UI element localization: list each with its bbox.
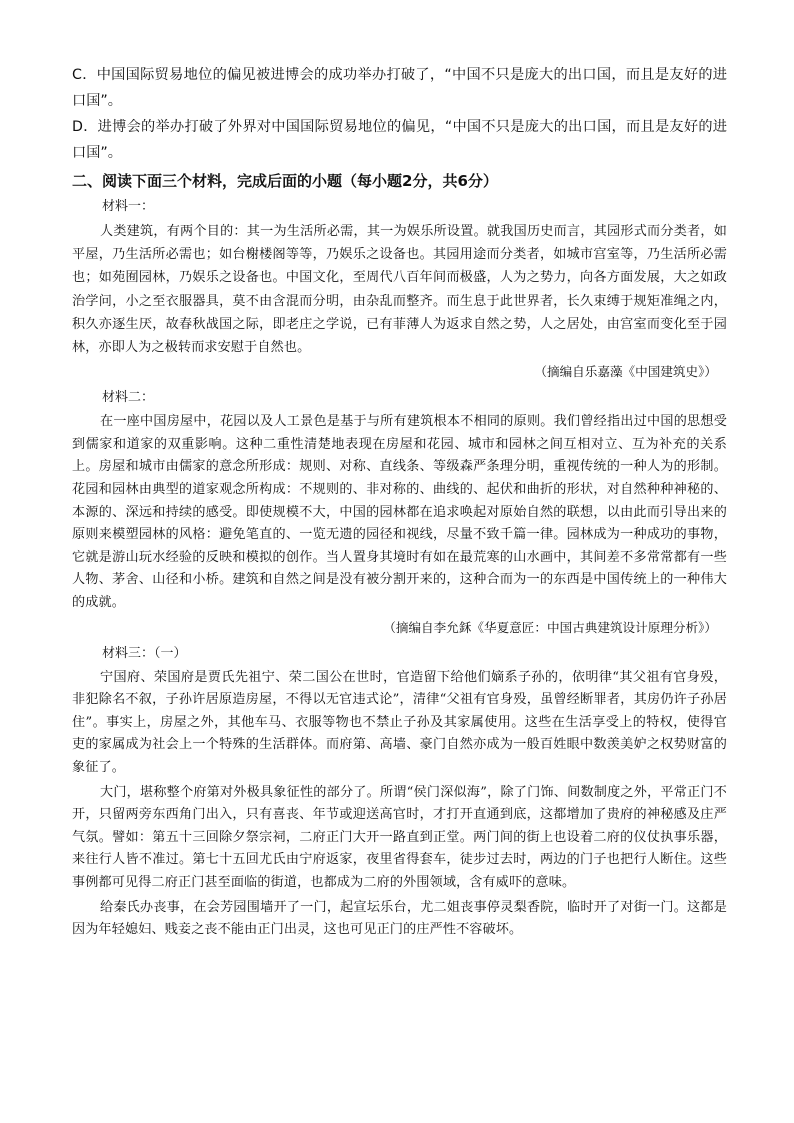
material1-body: 人类建筑，有两个目的：其一为生活所必需，其一为娱乐所设置。就我国历史而言，其园形式而分类者，如平屋，乃生活所必需也；如台榭楼阁等等，乃娱乐之设备也。其园用途而分类者，如城市宫室等，乃生活所必需也；如苑囿园林，乃娱乐之设备也。中国文化，至周代八百年间而极盛，人为之势力，向各方面发展，大之如政治学问，小之至衣服器具，莫不由含混而分明，由杂乱而整齐。而生息于此世界者，长久束缚于规矩准绳之内，积久亦逐生厌，故春秋战国之际，即老庄之学说，已有菲薄人为返求自然之势，人之居处，由宫室而变化至于园林，亦即人为之极转而求安慰于自然也。 <box>72 224 727 356</box>
material2-label: 材料二： <box>102 390 155 406</box>
option-c: C．中国国际贸易地位的偏见被进博会的成功举办打破了，“中国不只是庞大的出口国，而且是友好的进口国”。 <box>72 67 727 109</box>
section-title: 二、阅读下面三个材料，完成后面的小题（每小题2分，共6分） <box>72 172 498 190</box>
material2-body: 在一座中国房屋中，花园以及人工景色是基于与所有建筑根本不相同的原则。我们曾经指出过中国的思想受到儒家和道家的双重影响。这种二重性清楚地表现在房屋和花园、城市和园林之间互相对立、互为补充的关系上。房屋和城市由儒家的意念所形成：规则、对称、直线条、等级森严条理分明，重视传统的一种人为的形制。花园和园林由典型的道家观念所构成：不规则的、非对称的、曲线的、起伏和曲折的形状，对自然种种神秘的、本源的、深远和持续的感受。即使规模不大，中国的园林都在追求唤起对原始自然的联想，以由此而引导出来的原则来模塑园林的风格：避免笔直的、一览无遗的园径和视线，尽量不致千篇一律。园林成为一种成功的事物，它就是游山玩水经验的反映和模拟的创作。当人置身其境时有如在最荒寒的山水画中，其间差不多常常都有一些人物、茅舍、山径和小桥。建筑和自然之间是没有被分割开来的，这种合而为一的东西是中国传统上的一种伟大的成就。 <box>72 414 727 610</box>
material1-source: （摘编自乐嘉藻《中国建筑史》） <box>534 364 717 380</box>
option-d: D．进博会的举办打破了外界对中国国际贸易地位的偏见，“中国不只是庞大的出口国，而且是友好的进口国”。 <box>72 119 727 161</box>
document-page <box>72 62 727 942</box>
material3-label: 材料三：（一） <box>102 645 187 661</box>
material3-paragraph: 大门，堪称整个府第对外极具象征性的部分了。所谓“侯门深似海”，除了门饰、间数制度之外，平常正门不开，只留两旁东西角门出入，只有喜丧、年节或迎送高官时，才打开直通到底，这都增加了贵府的神秘感及庄严气氛。譬如：第五十三回除夕祭宗祠，二府正门大开一路直到正堂。两门间的街上也设着二府的仪仗执事乐器，来往行人皆不准过。第七十五回尤氏由宁府返家，夜里省得套车，徒步过去时，两边的门子也把行人断住。这些事例都可见得二府正门甚至面临的街道，也都成为二府的外围领域，含有威吓的意味。 <box>72 784 727 890</box>
material2-source: （摘编自李允鉌《华夏意匠：中国古典建筑设计原理分析》） <box>383 619 717 635</box>
material1-label: 材料一： <box>102 199 155 214</box>
material3-paragraph: 给秦氏办丧事，在会芳园围墙开了一门，起宣坛乐台，尤二姐丧事停灵梨香院，临时开了对街一门。这都是因为年轻媳妇、贱妾之丧不能由正门出灵，这也可见正门的庄严性不容破坏。 <box>72 899 727 938</box>
material3-paragraph: 宁国府、荣国府是贾氏先祖宁、荣二国公在世时，官造留下给他们嫡系子孙的，依明律“其父祖有官身殁，非犯除名不叙，子孙许居原造房屋，不得以无官违式论”，清律“父祖有官身殁，虽曾经断罪者，其房仍许子孙居住”。事实上，房屋之外，其他车马、衣服等物也不禁止子孙及其家属使用。这些在生活享受上的特权，使得官吏的家属成为社会上一个特殊的生活群体。而府第、高墙、豪门自然亦成为一般百姓眼中数羡美妒之权势财富的象征了。 <box>72 669 727 775</box>
